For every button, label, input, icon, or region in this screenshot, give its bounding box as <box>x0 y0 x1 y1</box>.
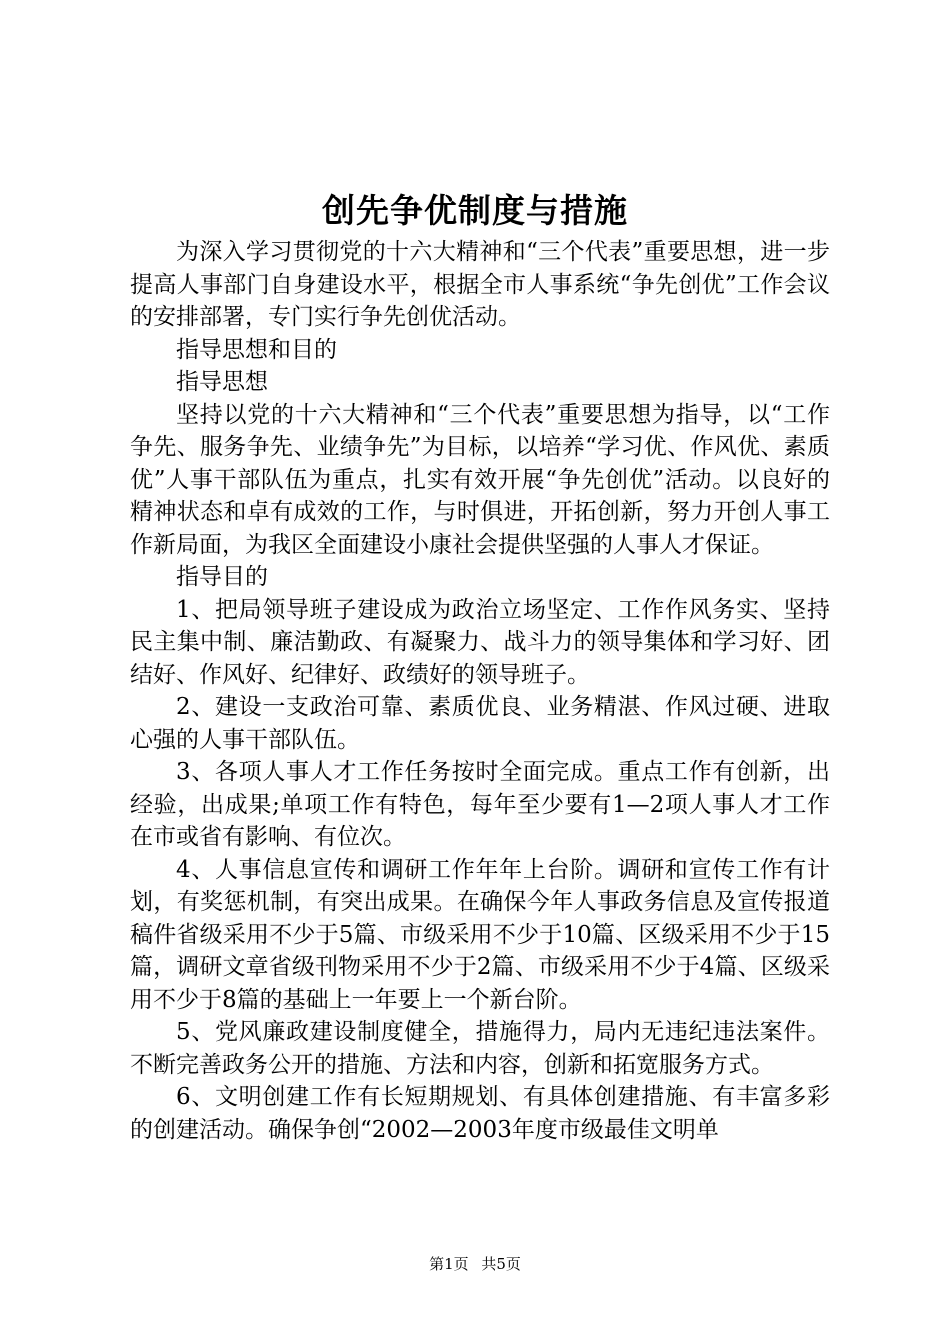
document-body <box>130 236 830 1146</box>
page-footer <box>0 1253 950 1274</box>
page-number: 第1页 <box>429 1255 469 1273</box>
paragraph-guiding-thought: 坚持以党的十六大精神和“三个代表”重要思想为指导，以“工作争先、服务争先、业绩争先”为目标，以培养“学习优、作风优、素质优”人事干部队伍为重点，扎实有效开展“争先创优”活动。以良好的精神状态和卓有成效的工作，与时俱进，开拓创新，努力开创人事工作新局面，为我区全面建设小康社会提供坚强的人事人才保证。 <box>130 401 830 558</box>
heading-guiding-thought: 指导思想 <box>176 369 268 395</box>
heading-guiding-thought-and-purpose: 指导思想和目的 <box>176 336 337 363</box>
paragraph-intro: 为深入学习贯彻党的十六大精神和“三个代表”重要思想，进一步提高人事部门自身建设水平，根据全市人事系统“争先创优”工作会议的安排部署，专门实行争先创优活动。 <box>130 239 830 330</box>
paragraph-item-1: 1、把局领导班子建设成为政治立场坚定、工作作风务实、坚持民主集中制、廉洁勤政、有凝聚力、战斗力的领导集体和学习好、团结好、作风好、纪律好、政绩好的领导班子。 <box>130 596 830 688</box>
page-total: 共5页 <box>481 1255 521 1273</box>
paragraph-item-4: 4、人事信息宣传和调研工作年年上台阶。调研和宣传工作有计划，有奖惩机制，有突出成果。在确保今年人事政务信息及宣传报道稿件省级采用不少于5篇、市级采用不少于10篇、区级采用不少于15篇，调研文章省级刊物采用不少于2篇、市级采用不少于4篇、区级采用不少于8篇的基础上一年要上一个新台阶。 <box>130 856 830 1013</box>
heading-guiding-purpose: 指导目的 <box>176 564 268 590</box>
paragraph-item-5: 5、党风廉政建设制度健全，措施得力，局内无违纪违法案件。不断完善政务公开的措施、方法和内容，创新和拓宽服务方式。 <box>130 1019 830 1078</box>
paragraph-item-2: 2、建设一支政治可靠、素质优良、业务精湛、作风过硬、进取心强的人事干部队伍。 <box>130 694 830 753</box>
paragraph-item-6: 6、文明创建工作有长短期规划、有具体创建措施、有丰富多彩的创建活动。确保争创“2002—2003年度市级最佳文明单 <box>130 1084 830 1143</box>
paragraph-item-3: 3、各项人事人才工作任务按时全面完成。重点工作有创新，出经验，出成果;单项工作有特色，每年至少要有1—2项人事人才工作在市或省有影响、有位次。 <box>130 759 830 850</box>
document-title: 创先争优制度与措施 <box>322 191 628 230</box>
